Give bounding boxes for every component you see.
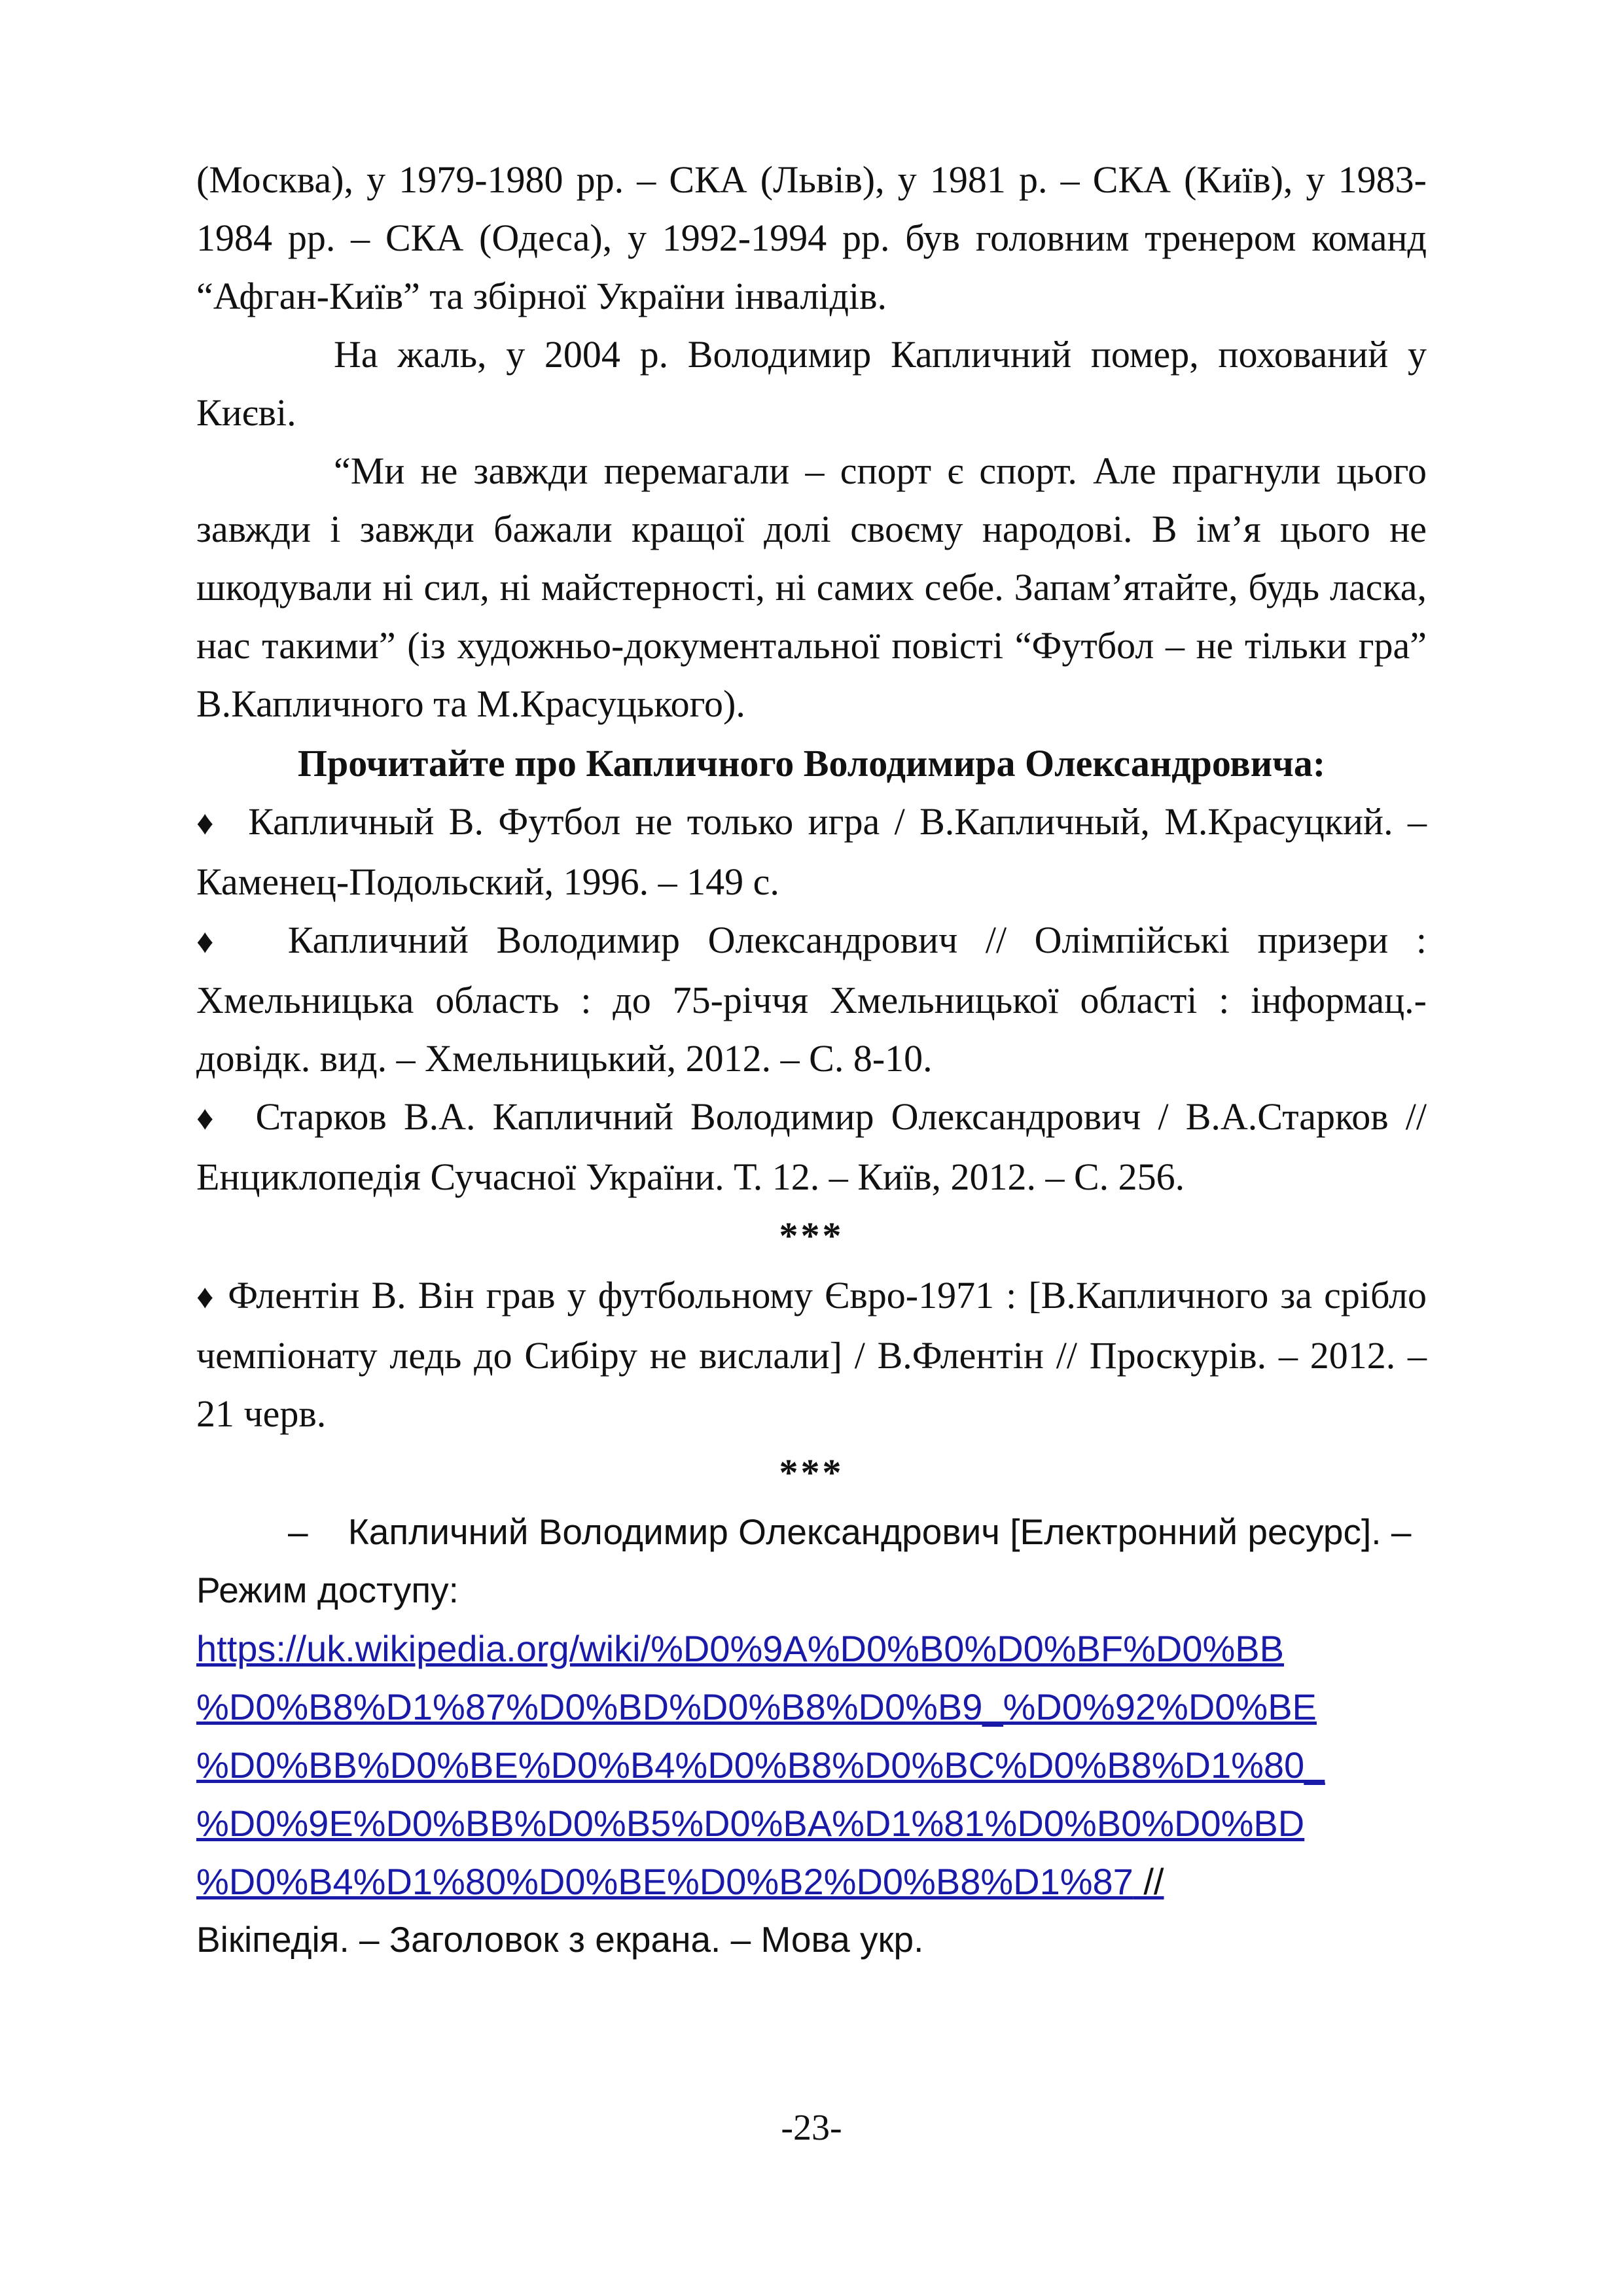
bibliography-entry-text: Капличный В. Футбол не только игра / В.Капличный, М.Красуцкий. – Каменец-Подольский, 1996. – 149 с. — [196, 800, 1427, 903]
bibliography-entry-text: Старков В.А. Капличний Володимир Олександрович / В.А.Старков // Енциклопедія Сучасної України. Т. 12. – Київ, 2012. – С. 256. — [196, 1095, 1427, 1198]
url-suffix: // — [1133, 1861, 1164, 1902]
reading-list-heading: Прочитайте про Капличного Володимира Олександровича: — [297, 742, 1326, 785]
paragraph-death: На жаль, у 2004 р. Володимир Капличний помер, похований у Києві. — [196, 333, 1427, 434]
bibliography-entry — [196, 792, 1427, 911]
page-number: -23- — [781, 2108, 842, 2148]
diamond-bullet-icon: ♦ — [196, 923, 232, 961]
url-line[interactable]: %D0%B8%D1%87%D0%BD%D0%B8%D0%B9_%D0%92%D0%BE — [196, 1686, 1317, 1727]
bibliography-entry — [196, 1087, 1427, 1206]
section-separator: *** — [779, 1451, 844, 1494]
page-content — [196, 150, 1427, 1969]
wikipedia-link[interactable] — [196, 1619, 1427, 1911]
url-line[interactable]: %D0%BB%D0%BE%D0%B4%D0%B8%D0%BC%D0%B8%D1%80_ — [196, 1744, 1325, 1786]
url-line[interactable] — [196, 1852, 1427, 1911]
paragraph-career: (Москва), у 1979-1980 рр. – СКА (Львів), у 1981 р. – СКА (Київ), у 1983-1984 рр. – СКА (Одеса), у 1992-1994 рр. був головним тренером команд “Афган-Київ” та збірної України інвалідів. — [196, 158, 1427, 317]
article-entry-text: Флентін В. Він грав у футбольному Євро-1971 : [В.Капличного за срібло чемпіонату ледь до Сибіру не вислали] / В.Флентін // Проскурів. – 2012. – 21 черв. — [196, 1274, 1427, 1435]
online-resource-text: Капличний Володимир Олександрович [Електронний ресурс]. – Режим доступу: — [196, 1511, 1412, 1610]
diamond-bullet-icon: ♦ — [196, 805, 219, 842]
dash-marker: – — [288, 1511, 308, 1552]
online-resource-lead — [196, 1503, 1427, 1619]
diamond-bullet-icon: ♦ — [196, 1100, 222, 1137]
url-line-text[interactable]: %D0%B4%D1%80%D0%BE%D0%B2%D0%B8%D1%87 — [196, 1861, 1133, 1902]
online-resource-tail: Вікіпедія. – Заголовок з екрана. – Мова укр. — [196, 1919, 924, 1960]
paragraph-quote: “Ми не завжди перемагали – спорт є спорт. Але прагнули цього завжди і завжди бажали кращої долі своєму народові. В ім’я цього не шкодували ні сил, ні майстерності, ні самих себе. Запам’ятайте, будь ласка, нас такими” (із художньо-документальної повісті “Футбол – не тільки гра” В.Капличного та М.Красуцького). — [196, 450, 1427, 725]
article-entry — [196, 1266, 1427, 1443]
url-line[interactable]: https://uk.wikipedia.org/wiki/%D0%9A%D0%B0%D0%BF%D0%BB — [196, 1628, 1285, 1669]
bibliography-entry — [196, 911, 1427, 1087]
section-separator: *** — [779, 1214, 844, 1257]
diamond-bullet-icon: ♦ — [196, 1279, 217, 1316]
bibliography-entry-text: Капличний Володимир Олександрович // Олімпійські призери : Хмельницька область : до 75-річчя Хмельницької області : інформац.-довідк. вид. – Хмельницький, 2012. – С. 8-10. — [196, 919, 1427, 1080]
url-line[interactable]: %D0%9E%D0%BB%D0%B5%D0%BA%D1%81%D0%B0%D0%BD — [196, 1803, 1305, 1844]
